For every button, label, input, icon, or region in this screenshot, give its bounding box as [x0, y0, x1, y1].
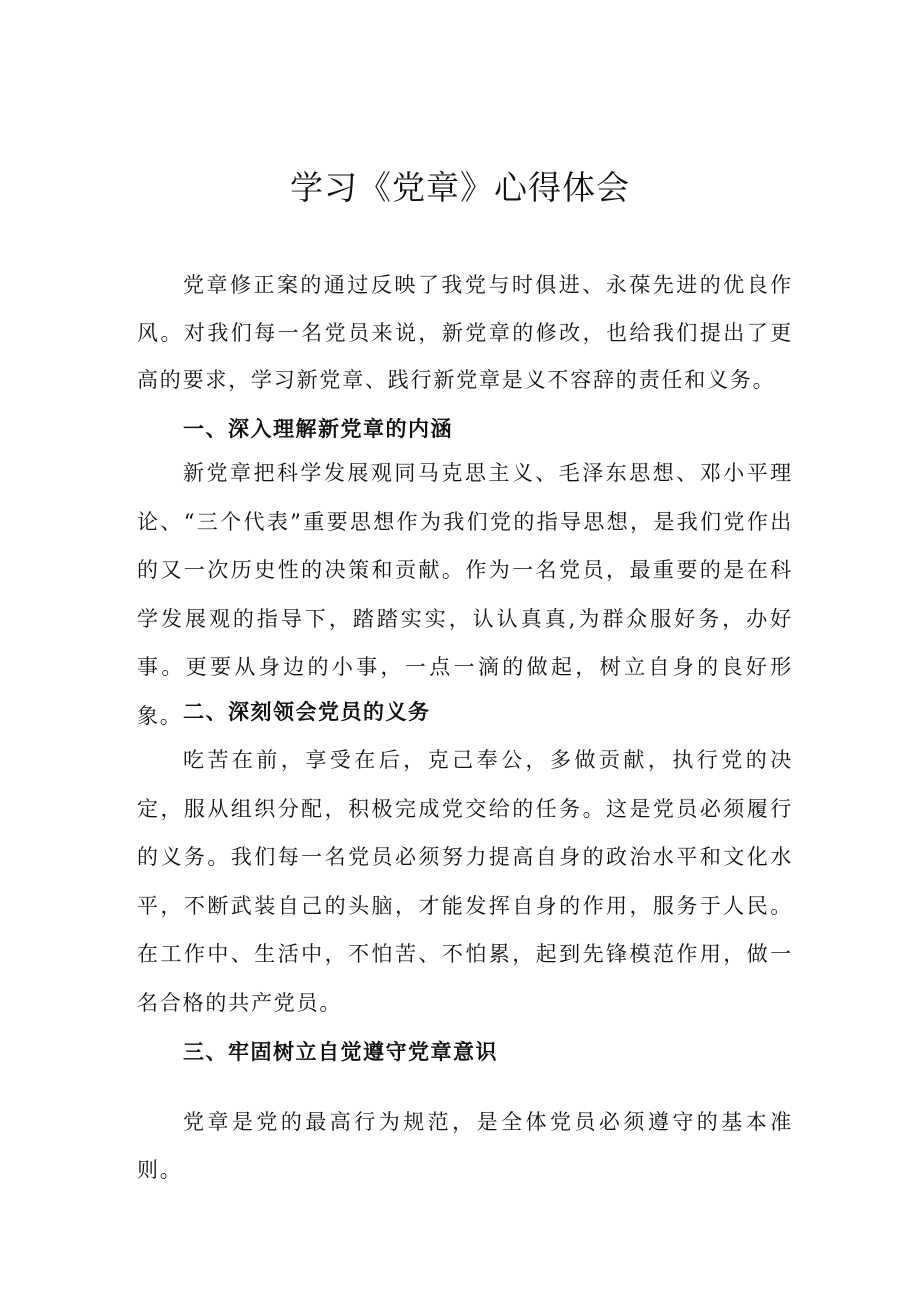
section-heading-2: 二、深刻领会党员的义务 — [183, 700, 431, 724]
section-heading-3: 三、牢固树立自觉遵守党章意识 — [183, 1040, 498, 1064]
paragraph-section-3: 党章是党的最高行为规范，是全体党员必须遵守的基本准则。 — [137, 1110, 793, 1182]
document-title: 学习《党章》心得体会 — [290, 168, 630, 207]
section-heading-1: 一、深入理解新党章的内涵 — [183, 417, 453, 441]
paragraph-section-1: 新党章把科学发展观同马克思主义、毛泽东思想、邓小平理论、“三个代表”重要思想作为我们党的指导思想，是我们党作出的又一次历史性的决策和贡献。作为一名党员，最重要的是在科学发展观的指导下，踏踏实实，认认真真,为群众服好务，办好事。更要从身边的小事，一点一滴的做起，树立自身的良好形象。 — [137, 461, 793, 728]
paragraph-intro: 党章修正案的通过反映了我党与时俱进、永葆先进的优良作风。对我们每一名党员来说，新党章的修改，也给我们提出了更高的要求，学习新党章、践行新党章是义不容辞的责任和义务。 — [137, 273, 793, 392]
paragraph-section-2: 吃苦在前，享受在后，克己奉公，多做贡献，执行党的决定，服从组织分配，积极完成党交给的任务。这是党员必须履行的义务。我们每一名党员必须努力提高自身的政治水平和文化水平，不断武装自己的头脑，才能发挥自身的作用，服务于人民。在工作中、生活中，不怕苦、不怕累，起到先锋模范作用，做一名合格的共产党员。 — [137, 748, 793, 1015]
